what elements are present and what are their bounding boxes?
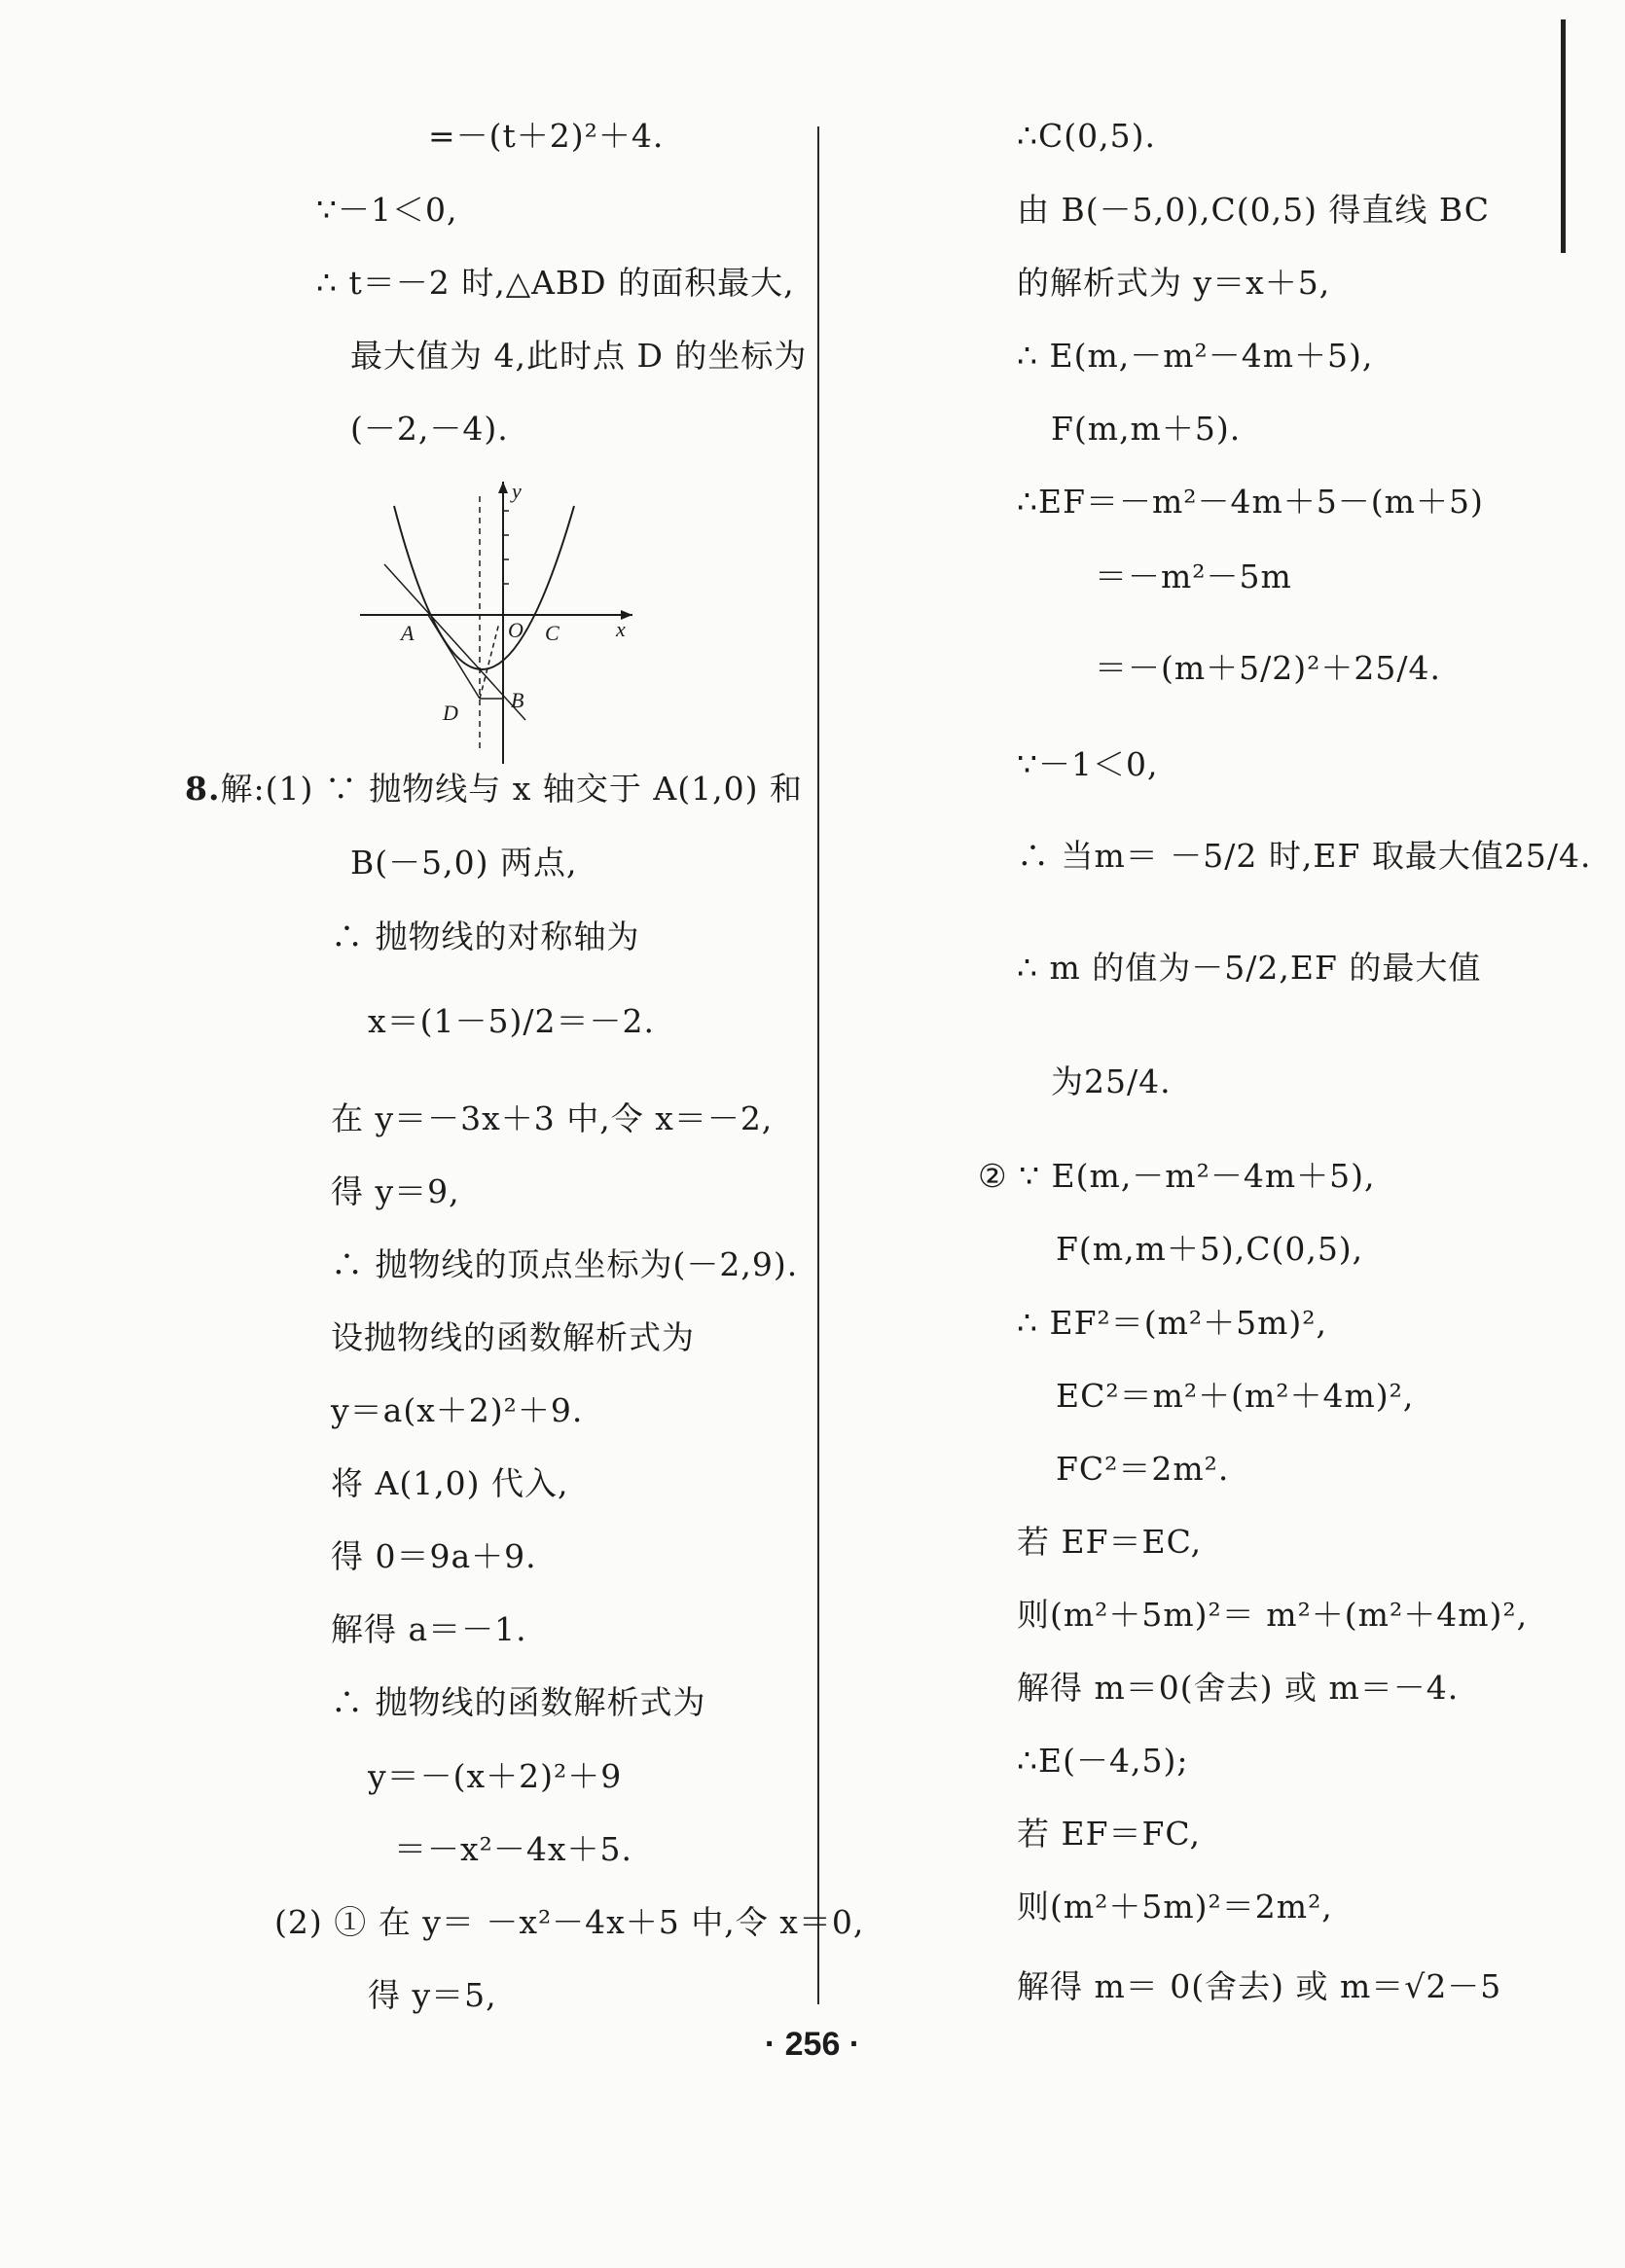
right-line-24: 解得 m＝ 0(舍去) 或 m＝√2－5: [1017, 1967, 1502, 2005]
left-line-6: 8.解:(1) ∵ 抛物线与 x 轴交于 A(1,0) 和: [185, 770, 803, 808]
problem-number: 8.: [185, 770, 221, 808]
left-line-20: ＝－x²－4x＋5.: [394, 1830, 632, 1868]
right-line-7: ＝－m²－5m: [1095, 558, 1292, 595]
right-line-9: ∵－1＜0,: [1017, 745, 1159, 783]
left-line-2: ∵－1＜0,: [316, 191, 458, 229]
label-o: O: [508, 618, 524, 642]
left-line-19: y＝－(x＋2)²＋9: [368, 1757, 623, 1795]
left-line-4: 最大值为 4,此时点 D 的坐标为: [350, 337, 808, 375]
right-line-20: 解得 m＝0(舍去) 或 m＝－4.: [1017, 1669, 1460, 1707]
right-line-10: ∴ 当m＝ －5/2 时,EF 取最大值25/4.: [1017, 837, 1592, 875]
right-line-13: ② ∵ E(m,－m²－4m＋5),: [978, 1157, 1376, 1195]
left-line-11: 得 y＝9,: [331, 1172, 460, 1210]
left-line-8: ∴ 抛物线的对称轴为: [331, 918, 640, 955]
right-line-18: 若 EF＝EC,: [1017, 1523, 1203, 1561]
left-line-14: y＝a(x＋2)²＋9.: [331, 1391, 584, 1429]
right-line-15: ∴ EF²＝(m²＋5m)²,: [1017, 1304, 1327, 1342]
right-line-14: F(m,m＋5),C(0,5),: [1056, 1230, 1364, 1268]
right-line-21: ∴E(－4,5);: [1017, 1742, 1189, 1780]
left-line-7: B(－5,0) 两点,: [350, 844, 578, 882]
right-line-12: 为25/4.: [1051, 1062, 1172, 1100]
left-line-1: =－(t＋2)²＋4.: [428, 117, 665, 155]
right-line-8: ＝－(m＋5/2)²＋25/4.: [1095, 649, 1441, 687]
right-line-22: 若 EF＝FC,: [1017, 1815, 1201, 1853]
right-line-2: 由 B(－5,0),C(0,5) 得直线 BC: [1017, 191, 1491, 229]
left-line-10: 在 y＝－3x＋3 中,令 x＝－2,: [331, 1099, 774, 1137]
right-line-3: 的解析式为 y＝x＋5,: [1017, 264, 1331, 302]
left-line-17: 解得 a＝－1.: [331, 1610, 527, 1648]
left-line-18: ∴ 抛物线的函数解析式为: [331, 1683, 706, 1721]
left-line-12: ∴ 抛物线的顶点坐标为(－2,9).: [331, 1245, 799, 1283]
right-line-6: ∴EF＝－m²－4m＋5－(m＋5): [1017, 483, 1484, 521]
label-c: C: [545, 621, 560, 645]
left-line-21: (2) ① 在 y＝ －x²－4x＋5 中,令 x＝0,: [274, 1903, 865, 1941]
right-line-5: F(m,m＋5).: [1051, 410, 1242, 448]
label-d: D: [443, 701, 458, 725]
label-x: x: [616, 617, 626, 641]
right-line-19: 则(m²＋5m)²＝ m²＋(m²＋4m)²,: [1017, 1596, 1529, 1634]
label-y: y: [512, 479, 522, 503]
right-line-16: EC²＝m²＋(m²＋4m)²,: [1056, 1377, 1415, 1415]
left-line-22: 得 y＝5,: [368, 1976, 497, 2014]
segment-a-d: [428, 615, 480, 699]
right-line-23: 则(m²＋5m)²＝2m²,: [1017, 1888, 1333, 1926]
page-number: · 256 ·: [764, 2026, 861, 2063]
y-axis-arrow: [498, 482, 508, 493]
left-line-13: 设抛物线的函数解析式为: [331, 1318, 695, 1356]
label-b: B: [511, 688, 524, 712]
left-line-15: 将 A(1,0) 代入,: [331, 1464, 569, 1502]
scan-edge-bar: [1561, 19, 1566, 253]
right-line-17: FC²＝2m².: [1056, 1450, 1230, 1488]
column-divider: [817, 126, 819, 2004]
right-line-1: ∴C(0,5).: [1017, 117, 1156, 155]
left-line-5: (－2,－4).: [350, 410, 509, 448]
left-line-3: ∴ t＝－2 时,△ABD 的面积最大,: [316, 264, 795, 302]
right-line-4: ∴ E(m,－m²－4m＋5),: [1017, 337, 1374, 375]
left-line-16: 得 0＝9a＋9.: [331, 1537, 537, 1575]
right-line-11: ∴ m 的值为－5/2,EF 的最大值: [1017, 949, 1482, 987]
label-a: A: [401, 621, 415, 645]
parabola-figure: [355, 477, 637, 769]
left-line-9: x＝(1－5)/2＝－2.: [368, 1002, 655, 1040]
